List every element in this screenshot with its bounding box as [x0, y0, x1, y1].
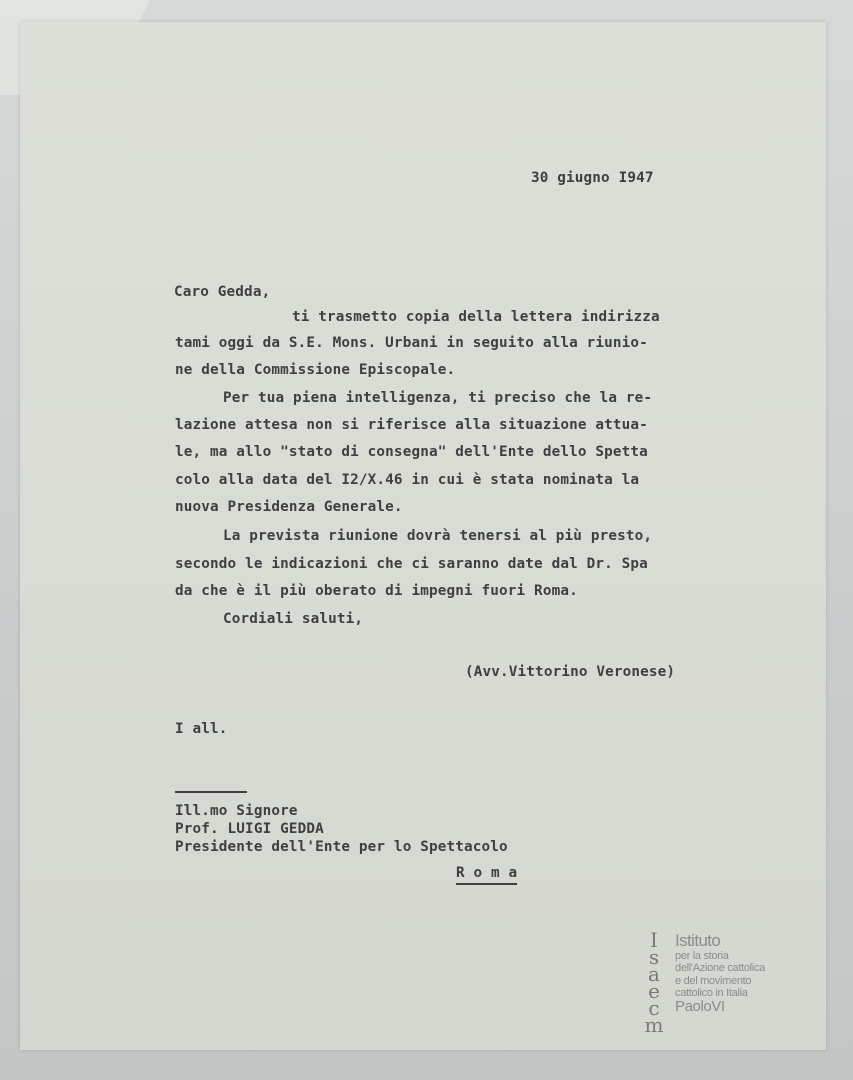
- body-line-5: lazione attesa non si riferisce alla situazione attua-: [175, 417, 648, 433]
- body-line-1: ti trasmetto copia della lettera indirizza: [292, 309, 660, 325]
- logo-monogram: [634, 928, 674, 1037]
- closing: Cordiali saluti,: [223, 611, 364, 627]
- body-line-10: secondo le indicazioni che ci saranno date dal Dr. Spa: [175, 556, 648, 572]
- signature: (Avv.Vittorino Veronese): [465, 664, 676, 680]
- logo-letter: s: [648, 945, 660, 969]
- body-line-8: nuova Presidenza Generale.: [175, 499, 403, 515]
- logo-line: e del movimento: [675, 974, 752, 987]
- logo-letter: e: [648, 979, 660, 1003]
- address-line-1: Ill.mo Signore: [175, 803, 298, 819]
- address-line-2: Prof. LUIGI GEDDA: [175, 821, 324, 837]
- enclosure-note: I all.: [175, 721, 228, 737]
- letter-date: 30 giugno I947: [531, 170, 654, 186]
- logo-letter: m: [644, 1013, 664, 1037]
- body-line-6: le, ma allo "stato di consegna" dell'Ente dello Spetta: [175, 444, 648, 460]
- logo-line: per la storia: [675, 950, 729, 962]
- address-line-3: Presidente dell'Ente per lo Spettacolo: [175, 839, 508, 855]
- logo-letter: I: [650, 928, 658, 952]
- address-city: R o m a: [456, 864, 517, 885]
- body-line-7: colo alla data del I2/X.46 in cui è stata nominata la: [175, 472, 640, 488]
- body-line-4: Per tua piena intelligenza, ti preciso che la re-: [223, 390, 653, 406]
- body-line-9: La prevista riunione dovrà tenersi al più presto,: [223, 528, 653, 544]
- salutation: Caro Gedda,: [174, 284, 271, 300]
- archive-watermark-logo: [634, 928, 784, 1038]
- body-line-2: tami oggi da S.E. Mons. Urbani in seguito alla riunio-: [175, 335, 648, 351]
- logo-letter: c: [648, 996, 660, 1020]
- logo-wordmark: [675, 932, 785, 1015]
- logo-title: Istituto: [675, 931, 721, 950]
- logo-line: cattolico in Italia: [675, 986, 748, 999]
- separator-rule: [175, 791, 247, 793]
- logo-letter: a: [648, 962, 660, 986]
- body-line-11: da che è il più oberato di impegni fuori Roma.: [175, 583, 578, 599]
- logo-line: dell'Azione cattolica: [675, 962, 765, 975]
- logo-tail: PaoloVI: [675, 998, 725, 1016]
- body-line-3: ne della Commissione Episcopale.: [175, 362, 456, 378]
